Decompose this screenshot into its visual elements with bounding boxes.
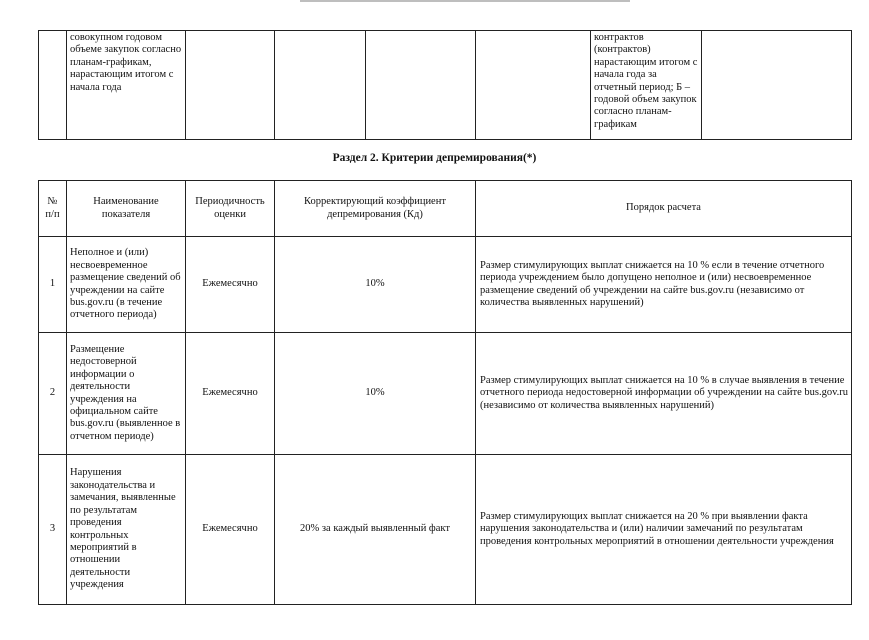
table-header-row [39, 181, 852, 237]
row-name: Неполное и (или) несвоевременное размещение сведений об учреждении на сайте bus.gov.ru (в течение отчетного периода) [67, 237, 186, 333]
header-num: № п/п [39, 181, 67, 237]
header-period: Периодичность оценки [186, 181, 275, 237]
header-calc: Порядок расчета [476, 181, 852, 237]
row-period: Ежемесячно [186, 333, 275, 455]
row-calc: Размер стимулирующих выплат снижается на 10 % в случае выявления в течение отчетного периода недостоверной информации об учреждении на сайте bus.gov.ru (независимо от количества выявленных нарушений) [476, 333, 852, 455]
row-period: Ежемесячно [186, 237, 275, 333]
table-cell-calc: контрактов (контрактов) нарастающим итогом с начала года за отчетный период; Б – годовой объем закупок согласно планам-графикам [591, 31, 702, 140]
header-name: Наименование показателя [67, 181, 186, 237]
row-coef: 10% [275, 237, 476, 333]
row-calc: Размер стимулирующих выплат снижается на 20 % при выявлении факта нарушения законодательства и (или) наличии замечаний по результатам проведения контрольных мероприятий в отношении деятельности учреждения [476, 455, 852, 605]
table-row [39, 455, 852, 605]
table-cell [702, 31, 852, 140]
table-cell [39, 31, 67, 140]
row-coef: 20% за каждый выявленный факт [275, 455, 476, 605]
scan-artifact-line [300, 0, 630, 2]
table-cell [366, 31, 476, 140]
table-cell-name: совокупном годовом объеме закупок согласно планам-графикам, нарастающим итогом с начала года [67, 31, 186, 140]
table-row [39, 333, 852, 455]
row-num: 3 [39, 455, 67, 605]
section-title: Раздел 2. Критерии депремирования(*) [332, 152, 537, 164]
previous-section-table [38, 30, 852, 140]
table-cell [186, 31, 275, 140]
row-calc: Размер стимулирующих выплат снижается на 10 % если в течение отчетного периода учреждением было допущено неполное и (или) несвоевременное размещение сведений об учреждении на сайте bus.gov.ru (независимо от количества выявленных нарушений) [476, 237, 852, 333]
row-num: 1 [39, 237, 67, 333]
table-row [39, 31, 852, 140]
row-name: Нарушения законодательства и замечания, выявленные по результатам проведения контрольных мероприятий в отношении деятельности учреждения [67, 455, 186, 605]
criteria-table [38, 180, 852, 605]
row-period: Ежемесячно [186, 455, 275, 605]
table-row [39, 237, 852, 333]
header-coef: Корректирующий коэффициент депремирования (Кд) [275, 181, 476, 237]
table-cell [476, 31, 591, 140]
table-cell [275, 31, 366, 140]
row-num: 2 [39, 333, 67, 455]
row-name: Размещение недостоверной информации о деятельности учреждения на официальном сайте bus.gov.ru (выявленное в отчетном периоде) [67, 333, 186, 455]
row-coef: 10% [275, 333, 476, 455]
